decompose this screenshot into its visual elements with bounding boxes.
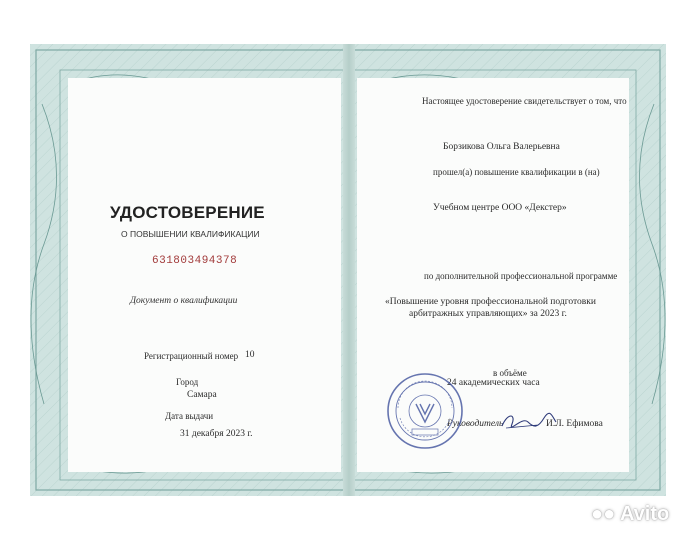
holder-name: Борзикова Ольга Валерьевна xyxy=(443,142,560,152)
center-fold xyxy=(343,44,355,496)
certifies-line: Настоящее удостоверение свидетельствует о том, что xyxy=(422,96,627,106)
city-label: Город xyxy=(176,377,199,387)
avito-watermark xyxy=(591,503,669,526)
city-value: Самара xyxy=(187,390,217,400)
signature xyxy=(498,410,558,432)
official-stamp xyxy=(386,372,464,450)
avito-dots-icon: ●● xyxy=(591,503,620,525)
institution-name: Учебном центре ООО «Декстер» xyxy=(433,203,567,213)
serial-number: 631803494378 xyxy=(152,255,238,267)
document-type: Документ о квалификации xyxy=(130,296,238,306)
watermark-brand: Avito xyxy=(619,503,670,525)
program-intro: по дополнительной профессиональной программе xyxy=(424,271,618,281)
issue-date-value: 31 декабря 2023 г. xyxy=(180,429,253,439)
head-name: И.Л. Ефимова xyxy=(546,419,603,429)
issue-date-label: Дата выдачи xyxy=(165,411,214,421)
certificate-title: УДОСТОВЕРЕНИЕ xyxy=(110,203,265,222)
volume-label: в объёме xyxy=(493,368,527,378)
head-label: Руководитель xyxy=(447,419,504,429)
registration-value: 10 xyxy=(245,350,255,360)
program-name-line1: «Повышение уровня профессиональной подготовки xyxy=(385,297,596,307)
registration-label: Регистрационный номер xyxy=(144,351,239,361)
completed-line: прошел(а) повышение квалификации в (на) xyxy=(433,167,600,177)
certificate-subtitle: О ПОВЫШЕНИИ КВАЛИФИКАЦИИ xyxy=(121,229,260,239)
program-name-line2: арбитражных управляющих» за 2023 г. xyxy=(409,309,567,319)
hours-value: 24 академических часа xyxy=(447,378,540,388)
